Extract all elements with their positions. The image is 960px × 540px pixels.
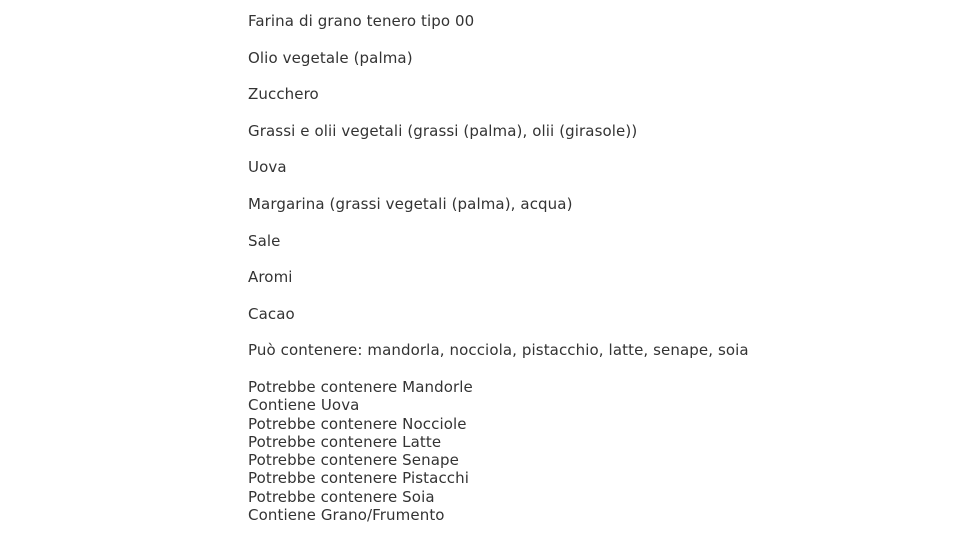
ingredient-item: Uova	[248, 158, 287, 177]
allergen-item: Potrebbe contenere Mandorle	[248, 377, 473, 396]
allergen-item: Potrebbe contenere Pistacchi	[248, 469, 470, 488]
allergen-item: Potrebbe contenere Soia	[248, 487, 435, 506]
ingredient-item: Aromi	[248, 268, 293, 287]
allergen-item: Contiene Grano/Frumento	[248, 506, 445, 525]
ingredient-item: Olio vegetale (palma)	[248, 48, 413, 67]
ingredient-item: Farina di grano tenero tipo 00	[248, 12, 475, 30]
allergen-item: Potrebbe contenere Latte	[248, 432, 442, 451]
may-contain-note: Può contenere: mandorla, nocciola, pistacchio, latte, senape, soia	[248, 341, 749, 360]
ingredient-item: Cacao	[248, 304, 295, 323]
ingredients-panel	[248, 12, 868, 524]
ingredient-item: Margarina (grassi vegetali (palma), acqua)	[248, 194, 573, 213]
ingredient-item: Grassi e olii vegetali (grassi (palma), olii (girasole))	[248, 121, 638, 140]
allergen-item: Potrebbe contenere Nocciole	[248, 414, 467, 433]
allergen-list	[248, 378, 868, 524]
ingredient-item: Sale	[248, 231, 281, 250]
allergen-item: Contiene Uova	[248, 396, 360, 415]
ingredient-list	[248, 12, 868, 359]
ingredient-item: Zucchero	[248, 85, 319, 104]
allergen-item: Potrebbe contenere Senape	[248, 451, 459, 470]
